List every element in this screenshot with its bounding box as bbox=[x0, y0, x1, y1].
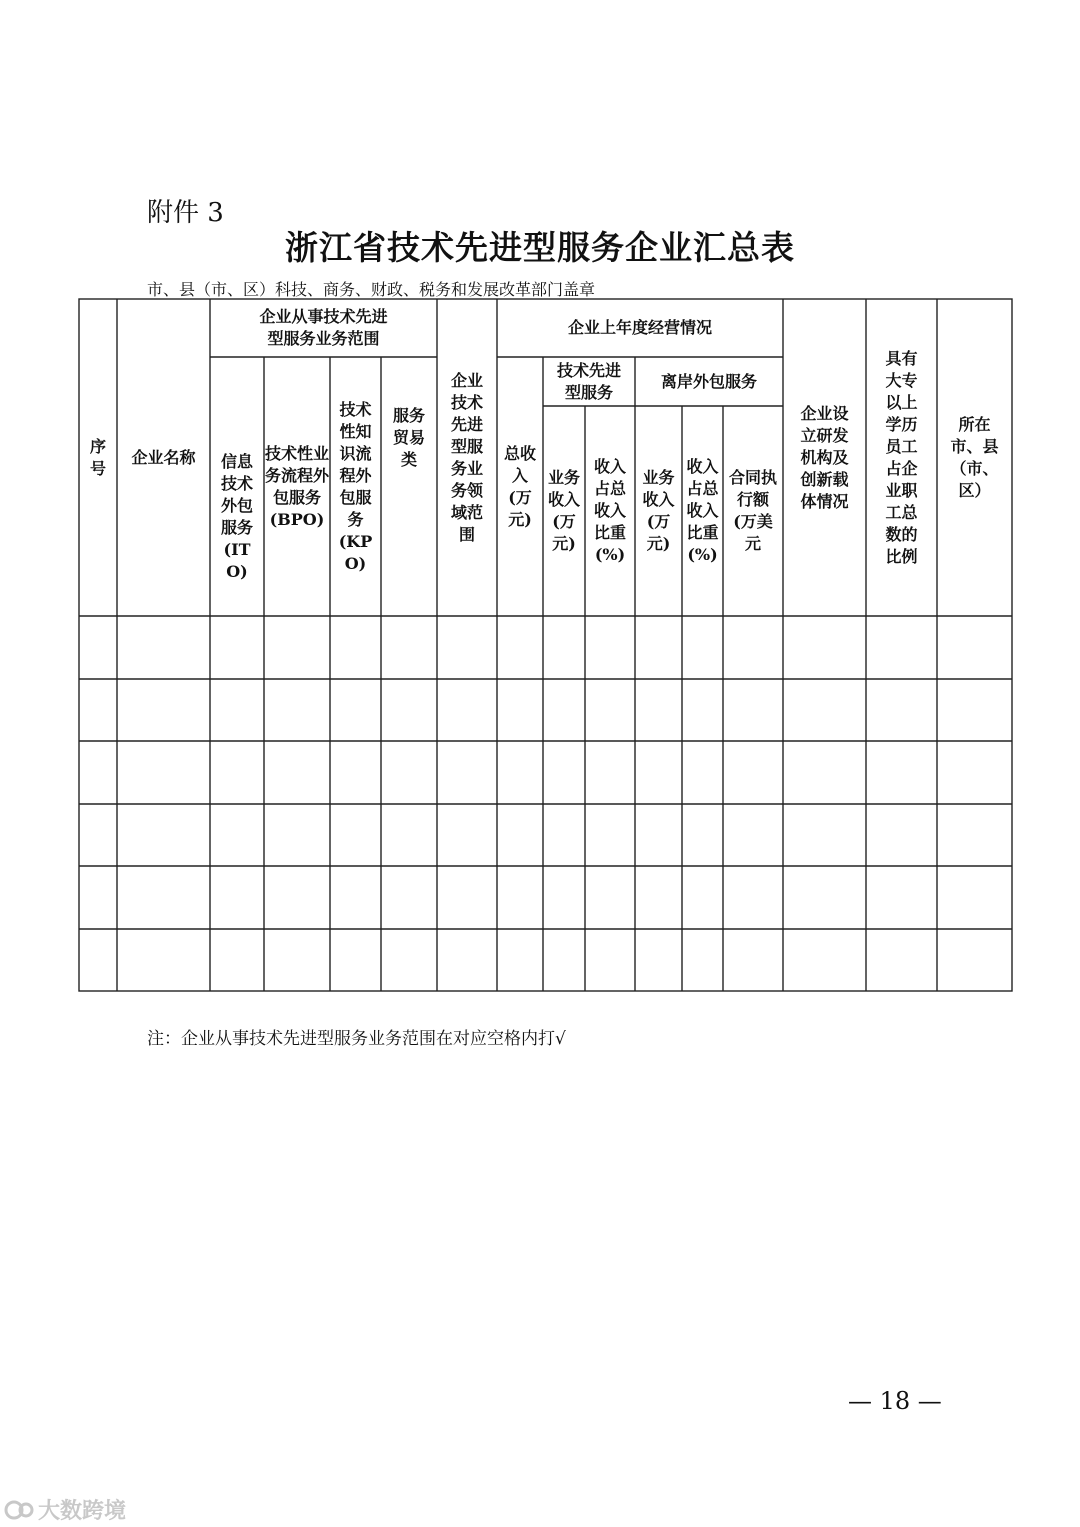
table-row bbox=[79, 679, 1012, 741]
header-location-label: 所在市、县（市、区） bbox=[950, 414, 999, 500]
header-contract-amount-label: 合同执行额(万美元 bbox=[728, 468, 777, 553]
header-service-domain bbox=[437, 299, 497, 616]
header-seq bbox=[79, 299, 117, 616]
table-row bbox=[79, 929, 1012, 991]
header-seq-label: 序号 bbox=[89, 436, 106, 478]
page-number: — 18 — bbox=[848, 1387, 942, 1415]
header-contract-amount bbox=[723, 406, 783, 616]
header-operations-group bbox=[497, 299, 783, 357]
header-offshore-group bbox=[635, 357, 783, 406]
header-tech-business-income bbox=[543, 406, 585, 616]
document-title: 浙江省技术先进型服务企业汇总表 bbox=[285, 228, 795, 267]
header-scope-group bbox=[210, 299, 437, 357]
header-scope-group-label: 企业从事技术先进型服务业务范围 bbox=[259, 307, 388, 348]
header-service-trade-label: 服务贸易类 bbox=[392, 406, 425, 469]
header-service-trade bbox=[381, 357, 437, 616]
table-row bbox=[79, 866, 1012, 929]
header-offshore-group-label: 离岸外包服务 bbox=[660, 371, 757, 391]
stamp-instruction: 市、县（市、区）科技、商务、财政、税务和发展改革部门盖章 bbox=[147, 280, 596, 299]
header-company-name bbox=[117, 299, 210, 616]
header-rd-institution bbox=[783, 299, 866, 616]
footnote: 注：企业从事技术先进型服务业务范围在对应空格内打√ bbox=[147, 1029, 566, 1049]
header-company-name-label: 企业名称 bbox=[131, 447, 196, 467]
header-ito-label: 信息技术外包服务(ITO) bbox=[220, 451, 253, 581]
header-tech-business-income-label: 业务收入(万元) bbox=[547, 468, 580, 553]
header-rd-institution-label: 企业设立研发机构及创新载体情况 bbox=[800, 403, 849, 511]
table-row bbox=[79, 616, 1012, 679]
header-staff-ratio bbox=[866, 299, 937, 616]
header-total-income-label: 总收入(万元) bbox=[503, 443, 536, 529]
header-total-income bbox=[497, 357, 543, 616]
header-offshore-business-income-label: 业务收入(万元) bbox=[642, 468, 675, 553]
table-row bbox=[79, 804, 1012, 866]
header-ito bbox=[210, 357, 264, 616]
header-bpo bbox=[264, 357, 330, 616]
header-offshore-business-income bbox=[635, 406, 682, 616]
header-kpo-label: 技术性知识流程外包服务(KPO) bbox=[338, 399, 373, 573]
header-bpo-label: 技术性业务流程外包服务(BPO) bbox=[264, 443, 329, 529]
header-tech-service-group bbox=[543, 357, 635, 406]
header-operations-group-label: 企业上年度经营情况 bbox=[567, 318, 712, 337]
attachment-label: 附件 3 bbox=[147, 198, 224, 228]
header-service-domain-label: 企业技术先进型服务业务领域范围 bbox=[450, 370, 483, 544]
header-staff-ratio-label: 具有大专以上学历员工占企业职工总数的比例 bbox=[885, 348, 918, 566]
watermark-logo-icon bbox=[4, 1499, 34, 1527]
header-tech-income-ratio-label: 收入占总收入比重(%) bbox=[593, 457, 626, 564]
header-offshore-income-ratio-label: 收入占总收入比重(%) bbox=[686, 457, 719, 564]
header-tech-income-ratio bbox=[585, 406, 635, 616]
table-row bbox=[79, 741, 1012, 804]
header-location bbox=[937, 299, 1012, 616]
header-kpo bbox=[330, 357, 381, 616]
watermark bbox=[4, 1494, 126, 1527]
watermark-text: 大数跨境 bbox=[38, 1499, 127, 1524]
header-offshore-income-ratio bbox=[682, 406, 723, 616]
header-tech-service-group-label: 技术先进型服务 bbox=[556, 360, 621, 402]
